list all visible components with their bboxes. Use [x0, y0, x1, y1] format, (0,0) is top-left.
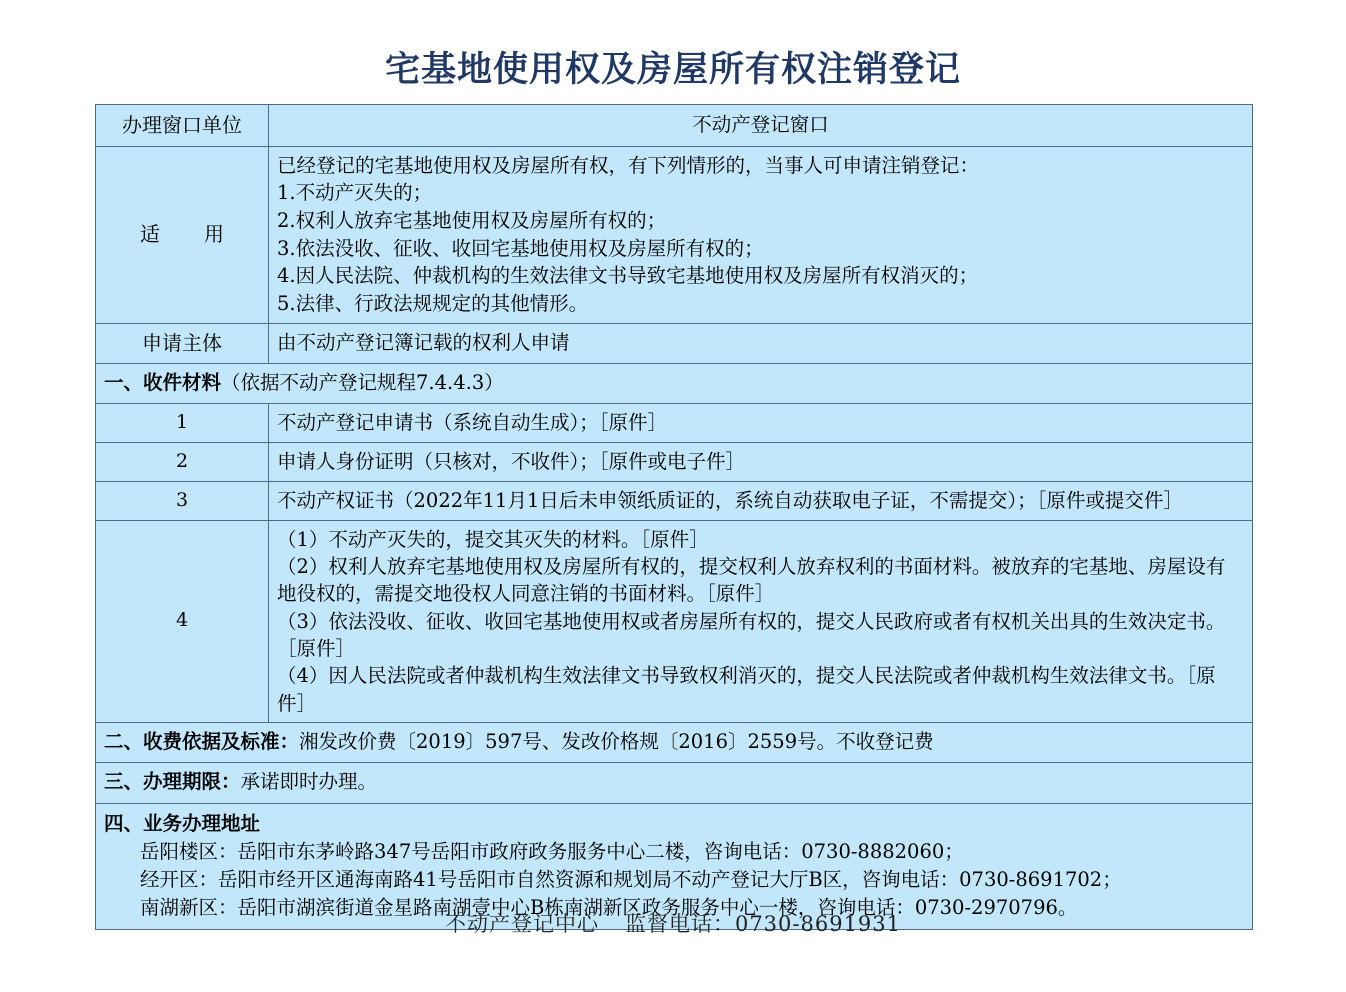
applicability-line: 已经登记的宅基地使用权及房屋所有权，有下列情形的，当事人可申请注销登记：	[277, 153, 980, 177]
table-row-material-1	[96, 404, 1253, 443]
material-text	[269, 520, 1253, 722]
applicability-label	[96, 146, 269, 323]
applicability-line: 3.依法没收、征收、收回宅基地使用权及房屋所有权的；	[277, 236, 764, 260]
applicability-value	[269, 146, 1253, 323]
material-sub-item: （4）因人民法院或者仲裁机构生效法律文书导致权利消灭的，提交人民法院或者仲裁机构生效法律文书。［原件］	[277, 664, 1216, 715]
applicant-subject-label: 申请主体	[96, 323, 269, 363]
window-unit-label: 办理窗口单位	[96, 105, 269, 147]
material-number: 1	[96, 404, 269, 443]
table-row-applicant-subject	[96, 323, 1253, 363]
material-text: 申请人身份证明（只核对，不收件）；［原件或电子件］	[269, 443, 1253, 482]
address-entry: 南湖新区：岳阳市湖滨街道金星路南湖壹中心B栋南湖新区政务服务中心一楼，咨询电话：0730-2970796。	[140, 896, 1078, 920]
table-row-applicability	[96, 146, 1253, 323]
material-number: 4	[96, 520, 269, 722]
applicability-line: 5.法律、行政法规规定的其他情形。	[277, 291, 589, 315]
section-fees-heading: 二、收费依据及标准：	[104, 729, 300, 753]
material-sub-item: （2）权利人放弃宅基地使用权及房屋所有权的，提交权利人放弃权利的书面材料。被放弃的宅基地、房屋设有地役权的，需提交地役权人同意注销的书面材料。［原件］	[277, 555, 1226, 606]
table-row-window-unit	[96, 105, 1253, 147]
applicability-line: 2.权利人放弃宅基地使用权及房屋所有权的；	[277, 208, 667, 232]
page-title: 宅基地使用权及房屋所有权注销登记	[384, 49, 961, 90]
material-number: 3	[96, 482, 269, 521]
window-unit-value: 不动产登记窗口	[269, 105, 1253, 147]
table-row-material-4	[96, 520, 1253, 722]
section-address-heading: 四、业务办理地址	[104, 811, 261, 835]
material-text: 不动产权证书（2022年11月1日后未申领纸质证的，系统自动获取电子证，不需提交）；［原件或提交件］	[269, 482, 1253, 521]
section-timelimit	[96, 763, 1253, 804]
address-entry: 经开区：岳阳市经开区通海南路41号岳阳市自然资源和规划局不动产登记大厅B区，咨询电话：0730-8691702；	[140, 868, 1122, 892]
address-entry: 岳阳楼区：岳阳市东茅岭路347号岳阳市政府政务服务中心二楼，咨询电话：0730-8882060；	[140, 840, 964, 864]
applicability-label-text: 适 用	[140, 221, 236, 246]
applicant-subject-value: 由不动产登记簿记载的权利人申请	[269, 323, 1253, 363]
footer-org: 不动产登记中心	[444, 912, 599, 936]
footer	[0, 908, 1346, 938]
applicability-line: 1.不动产灭失的；	[277, 181, 433, 205]
section-materials-heading-rest: （依据不动产登记规程7.4.4.3）	[221, 370, 504, 394]
section-materials-heading-bold: 一、收件材料	[104, 370, 222, 394]
table-row-material-2	[96, 443, 1253, 482]
footer-supervision-phone: 监督电话：0730-8691931	[624, 912, 902, 936]
material-number: 2	[96, 443, 269, 482]
table-row-section-materials-heading	[96, 363, 1253, 404]
table-row-section-timelimit	[96, 763, 1253, 804]
table-row-section-fees	[96, 722, 1253, 763]
section-timelimit-heading: 三、办理期限：	[104, 770, 241, 794]
section-fees	[96, 722, 1253, 763]
material-sub-item: （1）不动产灭失的，提交其灭失的材料。［原件］	[277, 527, 709, 551]
registration-info-table	[95, 104, 1253, 930]
section-fees-text: 湘发改价费〔2019〕597号、发改价格规〔2016〕2559号。不收登记费	[299, 729, 934, 753]
material-text: 不动产登记申请书（系统自动生成）；［原件］	[269, 404, 1253, 443]
section-timelimit-text: 承诺即时办理。	[240, 770, 378, 794]
material-sub-item: （3）依法没收、征收、收回宅基地使用权或者房屋所有权的，提交人民政府或者有权机关出具的生效决定书。［原件］	[277, 609, 1226, 661]
table-row-material-3	[96, 482, 1253, 521]
section-materials-heading	[96, 363, 1253, 404]
applicability-line: 4.因人民法院、仲裁机构的生效法律文书导致宅基地使用权及房屋所有权消灭的；	[277, 264, 979, 288]
